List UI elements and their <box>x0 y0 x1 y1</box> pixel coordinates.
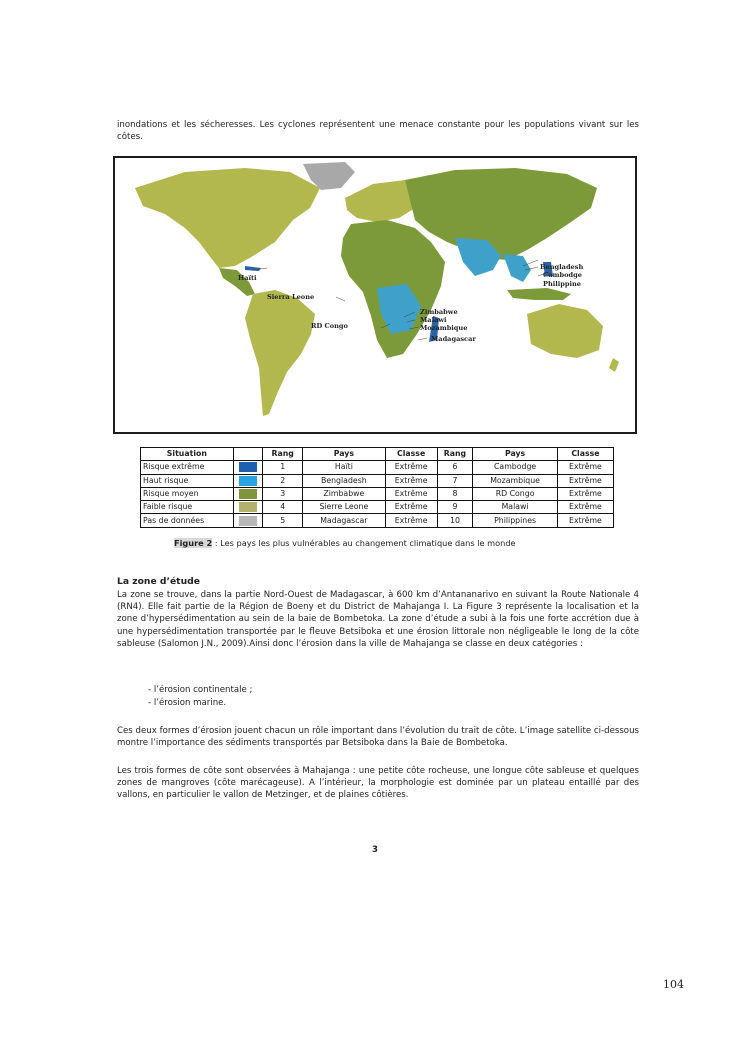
country-cell: Haïti <box>303 461 386 474</box>
paragraph-location: La zone se trouve, dans la partie Nord-Ouest de Madagascar, à 600 km d’Antananarivo en suivant la Route Nationale 4 (RN4). Elle fait partie de la Région de Boeny et du District de Mahajanga I. La Figure 3 représente la localisation et la zone d’hypersédimentation au sein de la baie de Bombetoka. La zone d’étude a subi à la fois une forte accrétion due à une hypersédimentation transportée par le fleuve Betsiboka et une érosion littorale non négligeable le long de la côte sableuse (Salomon J.N., 2009).Ainsi donc l’érosion dans la ville de Mahajanga se classe en deux catégories : <box>117 590 639 649</box>
section-heading: La zone d’étude <box>117 576 200 587</box>
header-class-1: Classe <box>385 448 437 461</box>
erosion-bullet-list <box>148 684 252 710</box>
country-cell: RD Congo <box>473 487 558 500</box>
world-map-graphic <box>115 158 635 432</box>
table-row <box>141 474 614 487</box>
rank-cell: 3 <box>263 487 303 500</box>
class-cell: Extrême <box>557 474 613 487</box>
table-row <box>141 461 614 474</box>
list-item: - l’érosion marine. <box>148 698 227 708</box>
label-philippines: Philippine <box>543 280 581 288</box>
figure-caption-text: : Les pays les plus vulnérables au changement climatique dans le monde <box>212 538 516 548</box>
header-country-1: Pays <box>303 448 386 461</box>
header-situation: Situation <box>141 448 234 461</box>
paragraph-erosion: Ces deux formes d’érosion jouent chacun un rôle important dans l’évolution du trait de côte. L’image satellite ci-dessous montre l’importance des sédiments transportés par Betsiboka dans la Baie de Bombetoka. <box>117 726 639 749</box>
label-madagascar: Madagascar <box>431 335 476 343</box>
country-cell: Zimbabwe <box>303 487 386 500</box>
rank-cell: 6 <box>437 461 473 474</box>
rank-cell: 10 <box>437 514 473 527</box>
class-cell: Extrême <box>557 487 613 500</box>
class-cell: Extrême <box>385 514 437 527</box>
world-vulnerability-map <box>113 156 637 434</box>
color-cell <box>233 487 263 500</box>
country-cell: Malawi <box>473 501 558 514</box>
color-cell <box>233 461 263 474</box>
folio-number: 104 <box>663 978 684 991</box>
legend-header-row <box>141 448 614 461</box>
page-number: 3 <box>372 845 378 855</box>
table-row <box>141 514 614 527</box>
country-cell: Madagascar <box>303 514 386 527</box>
situation-cell: Risque extrême <box>141 461 234 474</box>
color-swatch <box>239 516 257 526</box>
class-cell: Extrême <box>385 474 437 487</box>
list-item: - l’érosion continentale ; <box>148 685 253 695</box>
intro-paragraph: inondations et les sécheresses. Les cyclones représentent une menace constante pour les populations vivant sur les côtes. <box>117 120 639 143</box>
rank-cell: 9 <box>437 501 473 514</box>
rank-cell: 8 <box>437 487 473 500</box>
class-cell: Extrême <box>557 501 613 514</box>
country-cell: Cambodge <box>473 461 558 474</box>
label-malawi: Malawi <box>420 316 447 324</box>
table-row <box>141 501 614 514</box>
label-zimbabwe: Zimbabwe <box>420 308 458 316</box>
label-haiti: Haïti <box>238 274 257 282</box>
country-cell: Mozambique <box>473 474 558 487</box>
header-class-2: Classe <box>557 448 613 461</box>
color-swatch <box>239 476 257 486</box>
paragraph-coast-types: Les trois formes de côte sont observées à Mahajanga : une petite côte rocheuse, une longue côte sableuse et quelques zones de mangroves (côte marécageuse). A l’intérieur, la morphologie est dominée par un plateau entaillé par des vallons, en particulier le vallon de Metzinger, et de plaines côtières. <box>117 766 639 801</box>
color-cell <box>233 474 263 487</box>
rank-cell: 7 <box>437 474 473 487</box>
country-cell: Bengladesh <box>303 474 386 487</box>
class-cell: Extrême <box>557 461 613 474</box>
label-mozambique: Mozambique <box>420 324 468 332</box>
rank-cell: 5 <box>263 514 303 527</box>
rank-cell: 1 <box>263 461 303 474</box>
class-cell: Extrême <box>385 487 437 500</box>
class-cell: Extrême <box>557 514 613 527</box>
label-bangladesh: Bengladesh <box>540 263 584 271</box>
figure-caption <box>174 538 516 548</box>
rank-cell: 2 <box>263 474 303 487</box>
country-cell: Philippines <box>473 514 558 527</box>
label-cambodia: Cambodge <box>543 271 582 279</box>
color-swatch <box>239 462 257 472</box>
color-swatch <box>239 502 257 512</box>
color-cell <box>233 514 263 527</box>
figure-number: Figure 2 <box>174 538 213 548</box>
label-sierra-leone: Sierra Leone <box>267 293 315 301</box>
header-rank-1: Rang <box>263 448 303 461</box>
vulnerability-legend-table <box>140 447 614 528</box>
header-color <box>233 448 263 461</box>
header-country-2: Pays <box>473 448 558 461</box>
situation-cell: Risque moyen <box>141 487 234 500</box>
color-cell <box>233 501 263 514</box>
color-swatch <box>239 489 257 499</box>
country-cell: Sierre Leone <box>303 501 386 514</box>
situation-cell: Faible risque <box>141 501 234 514</box>
label-rd-congo: RD Congo <box>311 322 348 330</box>
rank-cell: 4 <box>263 501 303 514</box>
class-cell: Extrême <box>385 501 437 514</box>
table-row <box>141 487 614 500</box>
situation-cell: Haut risque <box>141 474 234 487</box>
situation-cell: Pas de données <box>141 514 234 527</box>
header-rank-2: Rang <box>437 448 473 461</box>
class-cell: Extrême <box>385 461 437 474</box>
